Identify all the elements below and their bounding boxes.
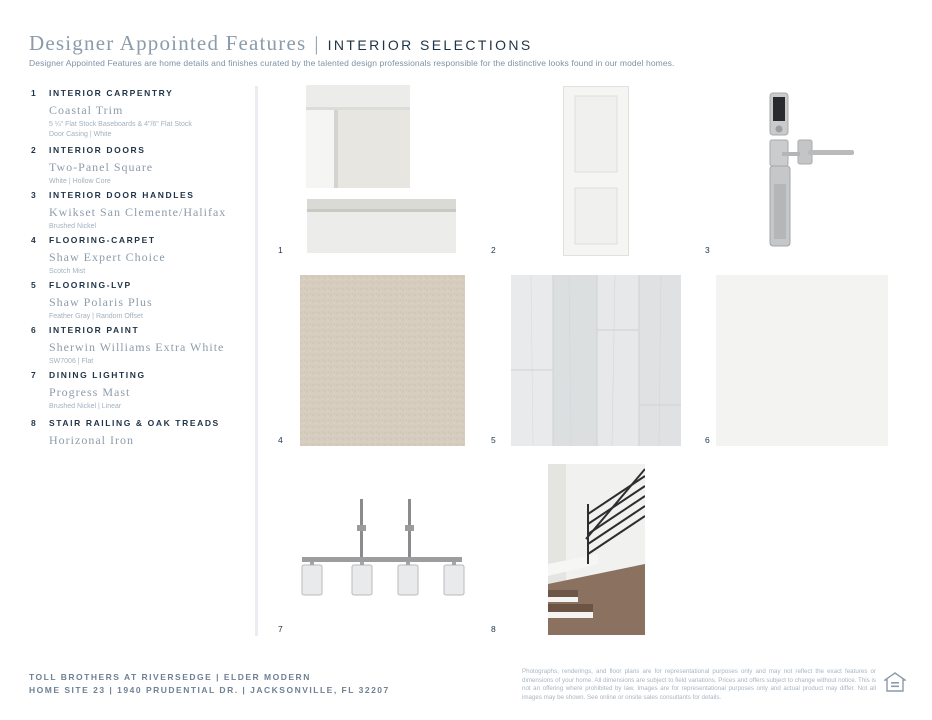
baseboard-image [307, 199, 456, 253]
list-item [31, 370, 256, 412]
item-detail: Door Casing | White [49, 131, 112, 138]
column-divider [255, 86, 258, 636]
item-number: 5 [31, 280, 38, 290]
item-detail: White | Hollow Core [49, 178, 111, 185]
stair-railing-image [548, 464, 645, 635]
item-name: Kwikset San Clemente/Halifax [49, 205, 227, 219]
item-name: Progress Mast [49, 385, 131, 399]
item-category: INTERIOR CARPENTRY [49, 88, 174, 98]
item-detail: Brushed Nickel [49, 223, 97, 230]
list-item [31, 145, 256, 187]
item-detail: 5 ¼" Flat Stock Baseboards & 4"/6" Flat Stock [49, 121, 192, 128]
item-category: INTERIOR PAINT [49, 325, 140, 335]
item-name: Two-Panel Square [49, 160, 154, 174]
item-name: Sherwin Williams Extra White [49, 340, 225, 354]
swatch-number: 6 [705, 435, 710, 445]
page-title-text: Designer Appointed Features [29, 31, 307, 55]
list-item [31, 280, 256, 322]
carpet-swatch [300, 275, 465, 446]
item-number: 2 [31, 145, 38, 155]
list-item [31, 325, 256, 367]
swatch-number: 2 [491, 245, 496, 255]
equal-housing-icon [884, 672, 906, 692]
footer-community: TOLL BROTHERS AT RIVERSEDGE | ELDER MODERN [29, 672, 311, 682]
page-title [29, 31, 533, 56]
paint-swatch [716, 275, 888, 446]
swatch-number: 7 [278, 624, 283, 634]
item-category: STAIR RAILING & OAK TREADS [49, 418, 220, 428]
item-number: 3 [31, 190, 38, 200]
item-category: FLOORING-CARPET [49, 235, 156, 245]
item-number: 1 [31, 88, 38, 98]
item-name: Horizonal Iron [49, 433, 134, 447]
footer-address [29, 671, 390, 697]
swatch-number: 4 [278, 435, 283, 445]
door-image [563, 86, 629, 256]
swatch-number: 5 [491, 435, 496, 445]
intro-text: Designer Appointed Features are home details and finishes curated by the talented design professionals responsible for the distinctive looks found in our model homes. [29, 58, 675, 68]
item-detail: Brushed Nickel | Linear [49, 403, 122, 410]
swatch-number: 1 [278, 245, 283, 255]
list-item [31, 235, 256, 277]
swatch-number: 8 [491, 624, 496, 634]
footer-disclaimer: Photographs, renderings, and floor plans are for representational purposes only and may not reflect the exact features or dimensions of your home. All dimensions are subject to field variations. Prices and offers subject to change without notice. This is not an offering where prohibited by law. Images are for representational purposes only and actual product may differ. Not all images may be shown. See online or onsite sales consultants for details. [522, 668, 876, 701]
item-name: Shaw Polaris Plus [49, 295, 153, 309]
carpentry-trim-image [306, 85, 410, 188]
dining-light-image [298, 497, 466, 601]
item-category: INTERIOR DOORS [49, 145, 146, 155]
page-subtitle: INTERIOR SELECTIONS [327, 37, 533, 53]
item-number: 7 [31, 370, 38, 380]
item-number: 8 [31, 418, 38, 428]
item-category: DINING LIGHTING [49, 370, 146, 380]
item-number: 4 [31, 235, 38, 245]
list-item [31, 88, 256, 140]
item-name: Coastal Trim [49, 103, 124, 117]
item-name: Shaw Expert Choice [49, 250, 166, 264]
swatch-number: 3 [705, 245, 710, 255]
item-detail: Feather Gray | Random Offset [49, 313, 143, 320]
item-category: FLOORING-LVP [49, 280, 132, 290]
list-item [31, 190, 256, 232]
item-detail: SW7006 | Flat [49, 358, 94, 365]
footer-homesite: HOME SITE 23 | 1940 PRUDENTIAL DR. | JACKSONVILLE, FL 32207 [29, 685, 390, 695]
item-detail: Scotch Mist [49, 268, 86, 275]
title-separator: | [314, 33, 320, 55]
item-category: INTERIOR DOOR HANDLES [49, 190, 195, 200]
door-handle-image [760, 90, 858, 250]
lvp-flooring-swatch [511, 275, 681, 446]
item-number: 6 [31, 325, 38, 335]
list-item [31, 418, 256, 448]
